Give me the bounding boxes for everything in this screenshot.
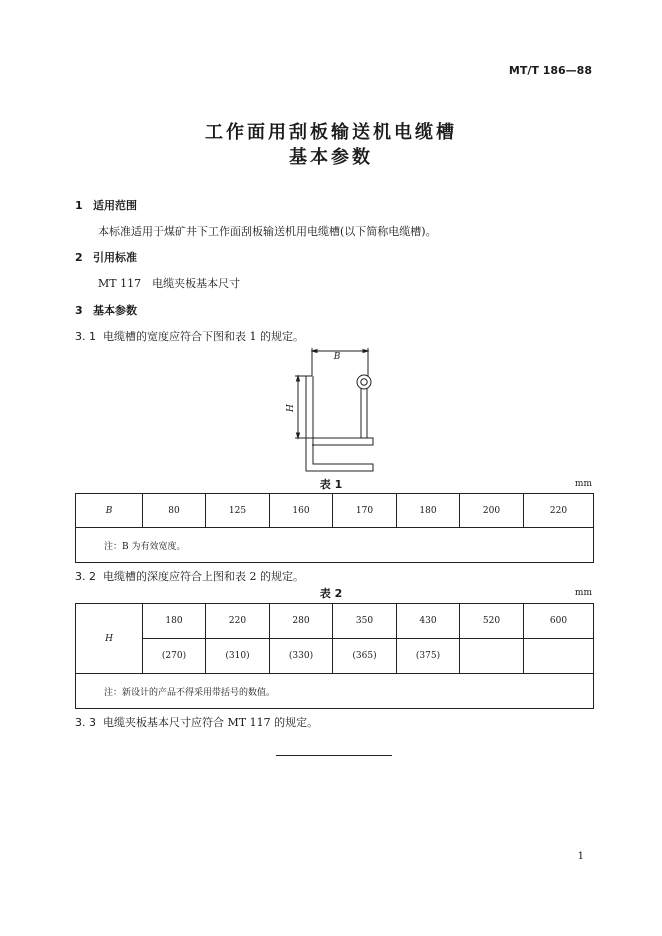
section-number: 1 — [75, 199, 83, 212]
table-cell: 180 — [143, 604, 206, 639]
table-note: 注：新设计的产品不得采用带括号的数值。 — [76, 674, 594, 709]
section-2-heading — [75, 249, 137, 265]
section-1-heading — [75, 197, 137, 213]
table-cell: (375) — [397, 639, 460, 674]
section-title: 基本参数 — [93, 304, 137, 317]
table-cell: 80 — [143, 494, 206, 528]
page-number: 1 — [577, 851, 584, 862]
label-b: B — [333, 352, 341, 362]
table-1-caption: 表 1 — [319, 478, 343, 491]
arrowhead — [297, 433, 300, 438]
table-note-row — [76, 528, 594, 563]
table-cell: 350 — [333, 604, 397, 639]
table-cell: 125 — [206, 494, 270, 528]
arrowhead — [297, 376, 300, 381]
clause-text: 电缆夹板基本尺寸应符合 MT 117 的规定。 — [103, 716, 319, 729]
table-cell: 220 — [524, 494, 594, 528]
table-2-caption: 表 2 — [319, 587, 343, 600]
clause-number: 3. 2 — [75, 570, 96, 583]
table-cell: 280 — [270, 604, 333, 639]
table-cell — [460, 639, 524, 674]
table-row — [76, 639, 594, 674]
section-number: 2 — [75, 251, 83, 264]
section-3-heading — [75, 302, 137, 318]
cable-clamp-ring — [357, 375, 371, 389]
end-rule — [276, 755, 392, 756]
section-1-body: 本标准适用于煤矿井下工作面刮板输送机用电缆槽(以下简称电缆槽)。 — [98, 225, 437, 238]
clause-number: 3. 3 — [75, 716, 96, 729]
table-1-unit: mm — [574, 479, 592, 489]
table-cell: 200 — [460, 494, 524, 528]
document-code: MT/T 186—88 — [508, 64, 592, 77]
table-cell: 600 — [524, 604, 594, 639]
table-cell: 520 — [460, 604, 524, 639]
table-cell: (330) — [270, 639, 333, 674]
clause-text: 电缆槽的宽度应符合下图和表 1 的规定。 — [103, 330, 304, 343]
section-2-body: MT 117 电缆夹板基本尺寸 — [98, 277, 241, 290]
cable-trough-figure — [285, 348, 385, 474]
cable-clamp-ring-inner — [361, 379, 367, 385]
document-subtitle: 基本参数 — [289, 147, 373, 168]
arrowhead — [363, 350, 368, 353]
table-cell: (310) — [206, 639, 270, 674]
outer-channel — [306, 376, 373, 471]
table-cell: 180 — [397, 494, 460, 528]
clause-text: 电缆槽的深度应符合上图和表 2 的规定。 — [103, 570, 304, 583]
table-row — [76, 604, 594, 639]
table-cell — [524, 639, 594, 674]
clause-3-3 — [75, 714, 318, 730]
table-row — [76, 494, 594, 528]
table-cell: (270) — [143, 639, 206, 674]
section-title: 适用范围 — [93, 199, 137, 212]
table-1 — [75, 493, 594, 563]
clause-number: 3. 1 — [75, 330, 96, 343]
table-cell: 430 — [397, 604, 460, 639]
clause-3-1 — [75, 328, 304, 344]
table-note-row — [76, 674, 594, 709]
row-header: H — [76, 604, 143, 674]
table-cell: 160 — [270, 494, 333, 528]
row-header: B — [76, 494, 143, 528]
table-note: 注：B 为有效宽度。 — [76, 528, 594, 563]
table-cell: (365) — [333, 639, 397, 674]
section-title: 引用标准 — [93, 251, 137, 264]
table-2 — [75, 603, 594, 709]
inner-shelf — [312, 438, 373, 445]
clause-3-2 — [75, 568, 304, 584]
document-title: 工作面用刮板输送机电缆槽 — [205, 122, 457, 143]
section-number: 3 — [75, 304, 83, 317]
table-cell: 170 — [333, 494, 397, 528]
table-cell: 220 — [206, 604, 270, 639]
label-h: H — [286, 404, 296, 412]
arrowhead — [312, 350, 317, 353]
table-2-unit: mm — [574, 588, 592, 598]
